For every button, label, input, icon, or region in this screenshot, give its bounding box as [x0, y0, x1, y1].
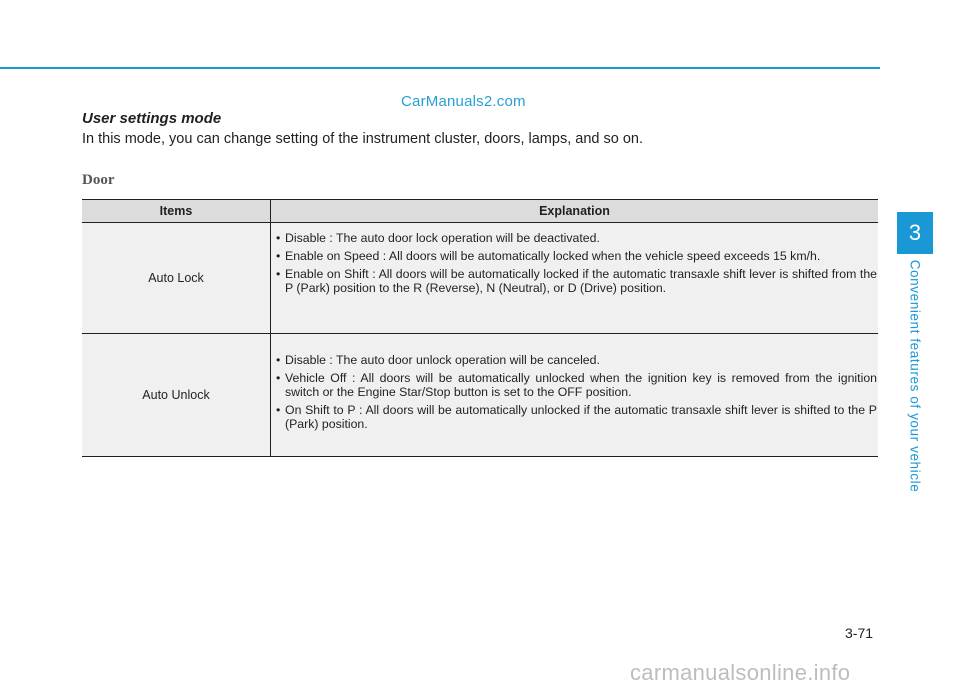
header-explanation: Explanation — [539, 204, 610, 218]
watermark-logo-bottom: carmanualsonline.info — [630, 660, 851, 685]
list-item: • On Shift to P : All doors will be automatically unlocked if the automatic transaxle shift lever is shifted to the P (Park) position. — [276, 403, 878, 431]
list-item: • Enable on Shift : All doors will be automatically locked if the automatic transaxle shift lever is shifted from the P (Park) position to the R (Reverse), N (Neutral), or D (Drive) position. — [276, 267, 878, 295]
chapter-title: Convenient features of your vehicle — [907, 259, 923, 493]
sub-heading: Door — [82, 172, 115, 188]
list-item: • Disable : The auto door unlock operation will be canceled. — [276, 353, 878, 367]
settings-table — [82, 199, 878, 457]
header-items: Items — [82, 200, 271, 222]
list-item: • Disable : The auto door lock operation will be deactivated. — [276, 231, 878, 245]
page-number: 3-71 — [845, 625, 874, 641]
item-cell: Auto Unlock — [82, 334, 271, 456]
list-item: • Vehicle Off : All doors will be automatically unlocked when the ignition key is removed from the ignition switch or the Engine Star/Stop button is set to the OFF position. — [276, 371, 878, 399]
table-row — [82, 223, 878, 333]
table-header — [82, 200, 878, 223]
section-title: User settings mode — [82, 110, 222, 127]
top-rule — [0, 67, 880, 69]
table-row — [82, 333, 878, 456]
watermark-logo-top: CarManuals2.com — [401, 93, 526, 110]
chapter-tab: 3 — [897, 212, 933, 254]
explanation-cell — [271, 223, 878, 333]
intro-text: In this mode, you can change setting of the instrument cluster, doors, lamps, and so on. — [82, 131, 643, 147]
explanation-cell — [271, 334, 878, 456]
item-cell: Auto Lock — [82, 223, 271, 333]
list-item: • Enable on Speed : All doors will be automatically locked when the vehicle speed exceeds 15 km/h. — [276, 249, 878, 263]
